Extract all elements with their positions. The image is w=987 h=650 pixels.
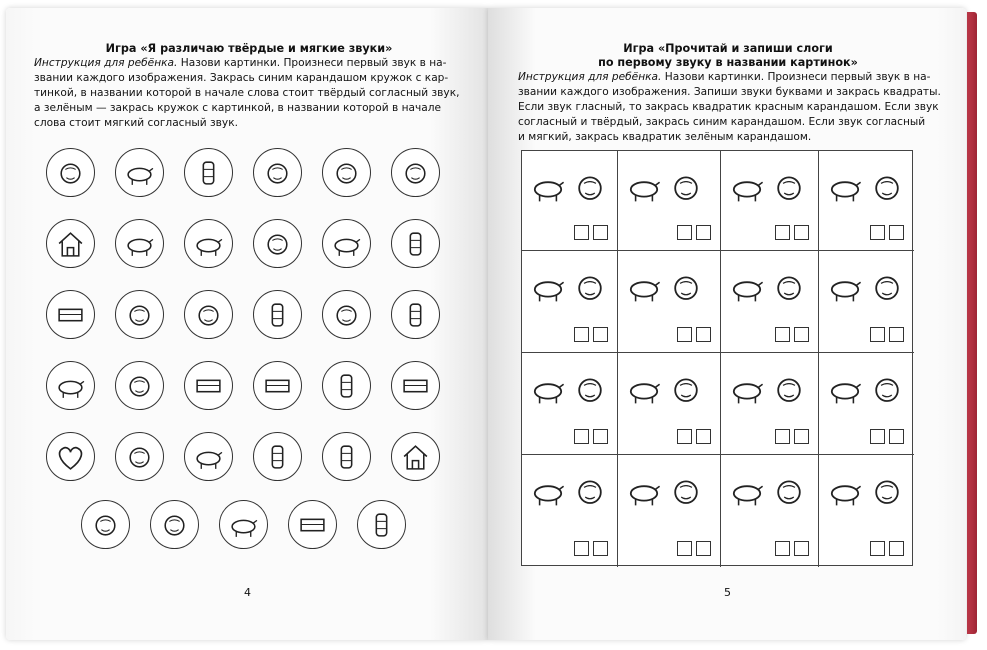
picture-circle[interactable]: [115, 361, 164, 410]
picture-circle[interactable]: [322, 361, 371, 410]
grid-cell: [721, 151, 819, 251]
answer-square[interactable]: [574, 225, 589, 240]
zebra-hut-icon: [624, 469, 708, 515]
answer-square[interactable]: [870, 541, 885, 556]
grid-cell: [819, 455, 914, 567]
shield-icon: [366, 509, 397, 540]
instruction-line: Назови картинки. Произнеси первый звук в на-: [664, 71, 931, 83]
saw-icon: [193, 370, 224, 401]
answer-square[interactable]: [696, 327, 711, 342]
picture-circle[interactable]: [391, 432, 440, 481]
picture-circle[interactable]: [322, 290, 371, 339]
right-page-instruction: [518, 70, 942, 145]
fish-watermelon-icon: [528, 165, 612, 211]
answer-square[interactable]: [794, 541, 809, 556]
picture-circle[interactable]: [391, 148, 440, 197]
ice-cream-icon: [262, 299, 293, 330]
rose-icon: [331, 370, 362, 401]
answer-square[interactable]: [696, 225, 711, 240]
picture-circle[interactable]: [184, 148, 233, 197]
picture-circle[interactable]: [253, 219, 302, 268]
instruction-line: согласный и твёрдый, закрась синим карандашом. Если звук согласный: [518, 116, 926, 128]
answer-square[interactable]: [593, 429, 608, 444]
turtle-icon: [228, 509, 259, 540]
left-page-instruction: [34, 56, 464, 131]
bicycle-turkey-icon: [727, 165, 811, 211]
roly-poly-doll-icon: [400, 299, 431, 330]
grid-cell: [522, 455, 618, 567]
swan-willow-icon: [528, 367, 612, 413]
instruction-line: слова стоит мягкий согласный звук.: [34, 117, 238, 129]
picture-circle[interactable]: [46, 432, 95, 481]
tomato-icon: [124, 370, 155, 401]
picture-circle[interactable]: [253, 290, 302, 339]
hippo-icon: [124, 157, 155, 188]
answer-square[interactable]: [775, 327, 790, 342]
instruction-line: Назови картинки. Произнеси первый звук в на-: [180, 57, 447, 69]
answer-square[interactable]: [889, 429, 904, 444]
picture-circle[interactable]: [115, 148, 164, 197]
answer-square[interactable]: [775, 541, 790, 556]
earring-pin-icon: [528, 265, 612, 311]
picture-circle[interactable]: [46, 290, 95, 339]
picture-circle[interactable]: [357, 500, 406, 549]
answer-square[interactable]: [794, 327, 809, 342]
answer-square[interactable]: [794, 429, 809, 444]
raspberry-mustache-icon: [727, 265, 811, 311]
padlock-icon: [262, 228, 293, 259]
syllable-grid: [521, 150, 913, 566]
picture-circle[interactable]: [391, 290, 440, 339]
answer-square[interactable]: [870, 225, 885, 240]
instruction-line: звании каждого изображения. Запиши звуки буквами и закрась квадраты.: [518, 86, 941, 98]
pumpkin-icon: [124, 441, 155, 472]
hut-icon: [400, 441, 431, 472]
title-line: по первому звуку в названии картинок»: [598, 56, 858, 69]
binoculars-chief-icon: [727, 469, 811, 515]
instruction-label: Инструкция для ребёнка.: [34, 57, 178, 69]
picture-circle[interactable]: [115, 290, 164, 339]
cherries-icon: [262, 157, 293, 188]
answer-square[interactable]: [696, 541, 711, 556]
picture-circle[interactable]: [81, 500, 130, 549]
grid-cell: [721, 251, 819, 353]
picture-circle[interactable]: [46, 219, 95, 268]
picture-circle[interactable]: [322, 432, 371, 481]
lemon-icon: [193, 299, 224, 330]
house-icon: [55, 228, 86, 259]
answer-square[interactable]: [677, 327, 692, 342]
picture-circle[interactable]: [184, 290, 233, 339]
eggplant-icon: [55, 157, 86, 188]
answer-square[interactable]: [696, 429, 711, 444]
answer-square[interactable]: [775, 429, 790, 444]
picture-circle[interactable]: [391, 219, 440, 268]
picture-circle[interactable]: [184, 432, 233, 481]
grid-cell: [819, 353, 914, 455]
rhino-icon: [55, 370, 86, 401]
answer-square[interactable]: [889, 541, 904, 556]
grid-cell: [819, 151, 914, 251]
grid-cell: [618, 455, 721, 567]
answer-square[interactable]: [677, 429, 692, 444]
answer-square[interactable]: [889, 225, 904, 240]
brush-icon: [400, 228, 431, 259]
cap-medal-icon: [528, 469, 612, 515]
answer-square[interactable]: [574, 429, 589, 444]
picture-circle[interactable]: [253, 361, 302, 410]
answer-square[interactable]: [677, 541, 692, 556]
answer-square[interactable]: [870, 429, 885, 444]
kettlebell-icon: [331, 157, 362, 188]
knife-iron-icon: [825, 165, 909, 211]
vase-icon: [193, 157, 224, 188]
dolphin-icon: [124, 228, 155, 259]
teddy-bear-icon: [331, 299, 362, 330]
left-page-title: Игра «Я различаю твёрдые и мягкие звуки»: [105, 42, 393, 55]
belt-icon: [262, 370, 293, 401]
hamster-icon: [90, 509, 121, 540]
page-number-right: 5: [724, 586, 731, 599]
picture-circle[interactable]: [322, 148, 371, 197]
answer-square[interactable]: [593, 541, 608, 556]
picture-circle[interactable]: [253, 148, 302, 197]
instruction-label: Инструкция для ребёнка.: [518, 71, 662, 83]
owl-icon: [262, 441, 293, 472]
picture-circle[interactable]: [115, 219, 164, 268]
grid-cell: [721, 353, 819, 455]
picture-circle[interactable]: [115, 432, 164, 481]
waffle-icon: [297, 509, 328, 540]
grid-cell: [618, 353, 721, 455]
answer-square[interactable]: [593, 225, 608, 240]
chick-icon: [159, 509, 190, 540]
grid-cell: [819, 251, 914, 353]
table-icon: [400, 370, 431, 401]
umbrella-bus-icon: [825, 265, 909, 311]
answer-square[interactable]: [889, 327, 904, 342]
answer-square[interactable]: [775, 225, 790, 240]
picture-circle[interactable]: [184, 361, 233, 410]
painting-icon: [55, 299, 86, 330]
page-edge-red: [967, 12, 977, 634]
page-number-left: 4: [244, 586, 251, 599]
answer-square[interactable]: [574, 327, 589, 342]
answer-square[interactable]: [870, 327, 885, 342]
tiger-icon: [193, 441, 224, 472]
picture-circle[interactable]: [391, 361, 440, 410]
right-page-title: [518, 42, 938, 70]
bucket-fishingrod-icon: [825, 469, 909, 515]
answer-square[interactable]: [593, 327, 608, 342]
answer-square[interactable]: [794, 225, 809, 240]
instruction-line: тинкой, в названии которой в начале слова стоит твёрдый согласный звук,: [34, 87, 460, 99]
answer-square[interactable]: [574, 541, 589, 556]
picture-circle[interactable]: [253, 432, 302, 481]
picture-circle[interactable]: [46, 148, 95, 197]
picture-circle[interactable]: [46, 361, 95, 410]
globe-icon: [400, 157, 431, 188]
grid-cell: [522, 251, 618, 353]
instruction-line: Если звук гласный, то закрась квадратик красным карандашом. Если звук: [518, 101, 939, 113]
grid-cell: [522, 353, 618, 455]
button-beehive-icon: [624, 165, 708, 211]
grid-cell: [721, 455, 819, 567]
left-page: [6, 8, 488, 640]
onion-icon: [124, 299, 155, 330]
grid-cell: [522, 151, 618, 251]
zebra-icon: [331, 228, 362, 259]
picture-circle[interactable]: [150, 500, 199, 549]
answer-square[interactable]: [677, 225, 692, 240]
grid-cell: [618, 251, 721, 353]
heart-icon: [55, 441, 86, 472]
instruction-line: а зелёным — закрась кружок с картинкой, в названии которой в начале: [34, 102, 442, 114]
instruction-line: и мягкий, закрась квадратик зелёным карандашом.: [518, 131, 812, 143]
caterpillar-cloud-icon: [624, 367, 708, 413]
persimmon-island-icon: [624, 265, 708, 311]
bucket-icon: [331, 441, 362, 472]
instruction-line: звании каждого изображения. Закрась синим карандашом кружок с кар-: [34, 72, 449, 84]
beetle-icon: [193, 228, 224, 259]
title-line: Игра «Прочитай и запиши слоги: [623, 42, 833, 55]
picture-circle[interactable]: [219, 500, 268, 549]
picture-circle[interactable]: [322, 219, 371, 268]
right-page: [488, 8, 966, 640]
bulb-snail-icon: [727, 367, 811, 413]
picture-circle[interactable]: [288, 500, 337, 549]
picture-circle[interactable]: [184, 219, 233, 268]
flashlight-orange-icon: [825, 367, 909, 413]
grid-cell: [618, 151, 721, 251]
